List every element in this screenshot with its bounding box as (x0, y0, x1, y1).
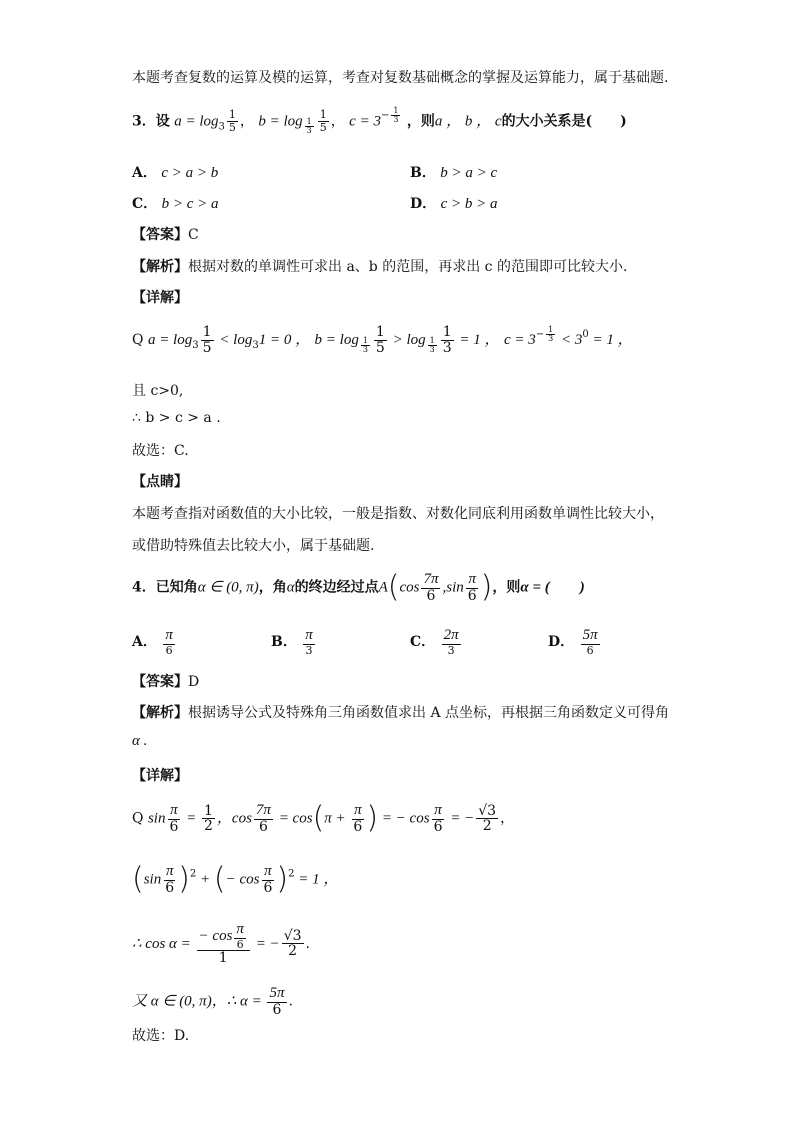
q3-note-line2: 或借助特殊值去比较大小，属于基础题. (132, 538, 375, 554)
q4-detail-formula-3: ∴ cos α = − cos $\frac{\pi}{6}$ 1 = − $\frac{√3}{2}$ . (132, 921, 310, 967)
q4-stem: 4．已知角α ∈ (0, π)，角α的终边经过点A(cos $\frac{7\pi}{6}$ ,sin $\frac{\pi}{6}$ )，则α = ( ) (132, 569, 585, 605)
q4-option-a: A． $\frac{\pi}{6}$ (132, 627, 173, 657)
q3-note-tag: 【点睛】 (132, 474, 188, 490)
q3-option-b: B． b > a > c (410, 165, 498, 181)
q3-stem: 3．设 $a = \log_3$ $\frac{1}{5}$ ， b = log $_{\frac{1}{3}}$ $\frac{1}{5}$ ， $c = 3^{- \frac{1}{3}}$ ，则a ， b ， c的大小关系是( ) (132, 106, 627, 136)
q3-detail-c-positive: 且 c>0, (132, 383, 184, 399)
intro-text: 本题考查复数的运算及模的运算，考查对复数基础概念的掌握及运算能力，属于基础题. (132, 70, 669, 86)
q4-option-d: D． $\frac{5\pi}{6}$ (548, 627, 598, 657)
q4-detail-choice: 故选：D. (132, 1028, 190, 1044)
q3-option-c: C． b > c > a (132, 196, 219, 212)
q3-option-d: D． c > b > a (410, 196, 498, 212)
q3-note-line1: 本题考查指对函数值的大小比较，一般是指数、对数化同底利用函数单调性比较大小， (132, 506, 664, 522)
q3-answer: 【答案】C (132, 227, 199, 243)
q4-detail-tag: 【详解】 (132, 768, 188, 784)
q4-answer: 【答案】D (132, 674, 200, 690)
q4-option-c: C． $\frac{2\pi}{3}$ (410, 627, 459, 657)
q3-detail-formula: Q $a = \log_3$ $\frac{1}{5}$ < $\log_31 = 0$ ， b = log $_{\frac{1}{3}}$ $\frac{1}{5}$ > log $_{\frac{1}{3}}$ $\frac{1}{3}$ = 1 ， $c = 3^{- \frac{1}{3}}$ < $3^0 = 1$ ， (132, 324, 633, 356)
q3-detail-tag: 【详解】 (132, 290, 188, 306)
q4-analysis-line2: α . (132, 733, 148, 749)
q4-detail-formula-2: (sin $\frac{\pi}{6}$ )$^2$ + (− cos $\frac{\pi}{6}$ )$^2$ = 1 ， (132, 861, 339, 897)
q3-detail-choice: 故选：C. (132, 443, 189, 459)
q4-option-b: B． $\frac{\pi}{3}$ (271, 627, 313, 657)
q4-detail-formula-4: 又 α ∈ (0, π)，∴ α = $\frac{5\pi}{6}$ . (132, 985, 293, 1018)
q3-option-a: A． c > a > b (132, 165, 219, 181)
q4-detail-formula-1: Q sin $\frac{\pi}{6}$ = $\frac{1}{2}$ ，cos $\frac{7\pi}{6}$ = cos(π + $\frac{\pi}{6}$ ) = − cos $\frac{\pi}{6}$ = − $\frac{√3}{2}$ ， (132, 800, 515, 836)
q3-analysis: 【解析】根据对数的单调性可求出 a、b 的范围，再求出 c 的范围即可比较大小. (132, 259, 628, 275)
q4-analysis-line1: 【解析】根据诱导公式及特殊角三角函数值求出 A 点坐标，再根据三角函数定义可得角 (132, 705, 670, 721)
q3-detail-conclusion: ∴ b > c > a . (132, 410, 221, 426)
